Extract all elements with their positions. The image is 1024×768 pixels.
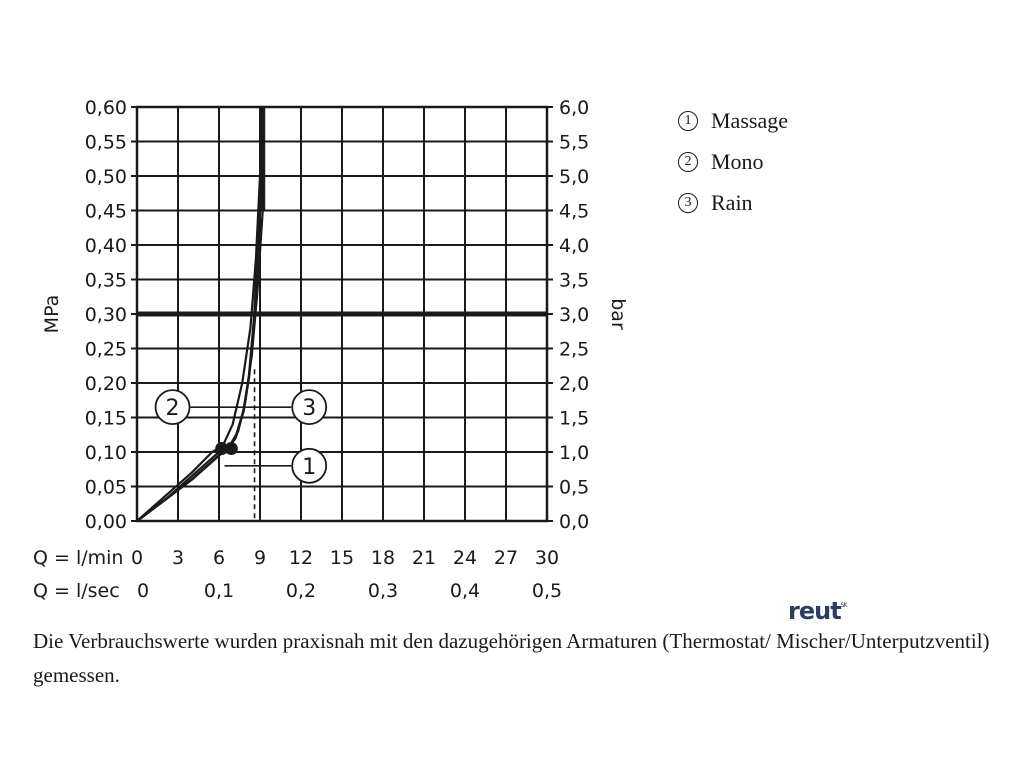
- legend-marker-2: 2: [678, 152, 698, 172]
- legend-label-massage: Massage: [711, 107, 788, 133]
- x-row1-tick-label: 3: [171, 547, 185, 569]
- y-tick-label-right: 1,5: [559, 407, 590, 430]
- operating-point-marker: [225, 442, 238, 455]
- y-tick-label-left: 0,05: [84, 476, 127, 499]
- y-tick-label-left: 0,00: [84, 511, 127, 533]
- y-tick-label-left: 0,35: [84, 269, 127, 292]
- x-row1-tick-label: 9: [253, 547, 267, 569]
- legend: [678, 100, 788, 223]
- y-tick-label-left: 0,30: [84, 304, 127, 326]
- x-row1-tick-label: 27: [493, 547, 519, 569]
- x-row2-tick-label: 0,2: [285, 580, 317, 602]
- x-row1-tick-label: 0: [130, 547, 144, 569]
- legend-item-massage: [678, 100, 788, 141]
- y-tick-label-right: 6,0: [559, 97, 590, 119]
- y-tick-label-left: 0,60: [84, 97, 127, 119]
- y-tick-label-left: 0,40: [84, 235, 127, 257]
- annotation-label: 1: [302, 454, 317, 480]
- y-tick-label-left: 0,15: [84, 407, 127, 430]
- y-tick-label-left: 0,50: [84, 166, 127, 188]
- x-row2-tick-label: 0,5: [531, 580, 563, 602]
- legend-item-mono: [678, 141, 788, 182]
- footnote-text: Die Verbrauchswerte wurden praxisnah mit den dazugehörigen Armaturen (Thermostat/ Mischer/Unterputzventil) gemessen.: [33, 629, 990, 687]
- x-row2-tick-label: 0,1: [203, 580, 235, 602]
- y-tick-label-right: 5,0: [559, 166, 590, 188]
- annotation-label: 2: [165, 396, 180, 422]
- x-row1-tick-label: 12: [288, 547, 314, 569]
- x-row1-label: Q = l/min: [33, 547, 124, 569]
- x-row2-tick-label: 0,4: [449, 580, 481, 602]
- x-row1-tick-label: 18: [370, 547, 396, 569]
- brand-name: reut: [788, 597, 841, 625]
- x-row1-tick-label: 15: [329, 547, 355, 569]
- legend-label-rain: Rain: [711, 189, 753, 215]
- y-tick-label-right: 2,0: [559, 373, 590, 395]
- brand-logo: [788, 597, 846, 625]
- y-tick-label-right: 4,5: [559, 200, 590, 223]
- y-tick-label-left: 0,20: [84, 373, 127, 395]
- legend-marker-3: 3: [678, 193, 698, 213]
- y-tick-label-right: 3,5: [559, 269, 590, 292]
- x-row1-tick-label: 24: [452, 547, 478, 569]
- y-tick-label-right: 1,0: [559, 442, 590, 464]
- legend-label-mono: Mono: [711, 148, 764, 174]
- y-axis-label-right: bar: [607, 298, 629, 330]
- y-axis-label-left: MPa: [41, 294, 63, 334]
- annotation-label: 3: [302, 396, 317, 422]
- y-tick-label-left: 0,10: [84, 442, 127, 464]
- y-tick-label-right: 3,0: [559, 304, 590, 326]
- y-tick-label-left: 0,55: [84, 131, 127, 154]
- y-tick-label-left: 0,25: [84, 338, 127, 361]
- x-row2-tick-label: 0: [136, 580, 150, 602]
- y-tick-label-right: 0,0: [559, 511, 590, 533]
- x-row2-label: Q = l/sec: [33, 580, 120, 602]
- legend-marker-1: 1: [678, 111, 698, 131]
- y-tick-label-right: 0,5: [559, 476, 590, 499]
- y-tick-label-left: 0,45: [84, 200, 127, 223]
- y-tick-label-right: 2,5: [559, 338, 590, 361]
- y-tick-label-right: 4,0: [559, 235, 590, 257]
- x-row1-tick-label: 6: [212, 547, 226, 569]
- x-row2-tick-label: 0,3: [367, 580, 399, 602]
- x-row1-tick-label: 21: [411, 547, 437, 569]
- legend-item-rain: [678, 182, 788, 223]
- y-tick-label-right: 5,5: [559, 131, 590, 154]
- brand-sup: SK: [840, 602, 847, 609]
- x-row1-tick-label: 30: [534, 547, 560, 569]
